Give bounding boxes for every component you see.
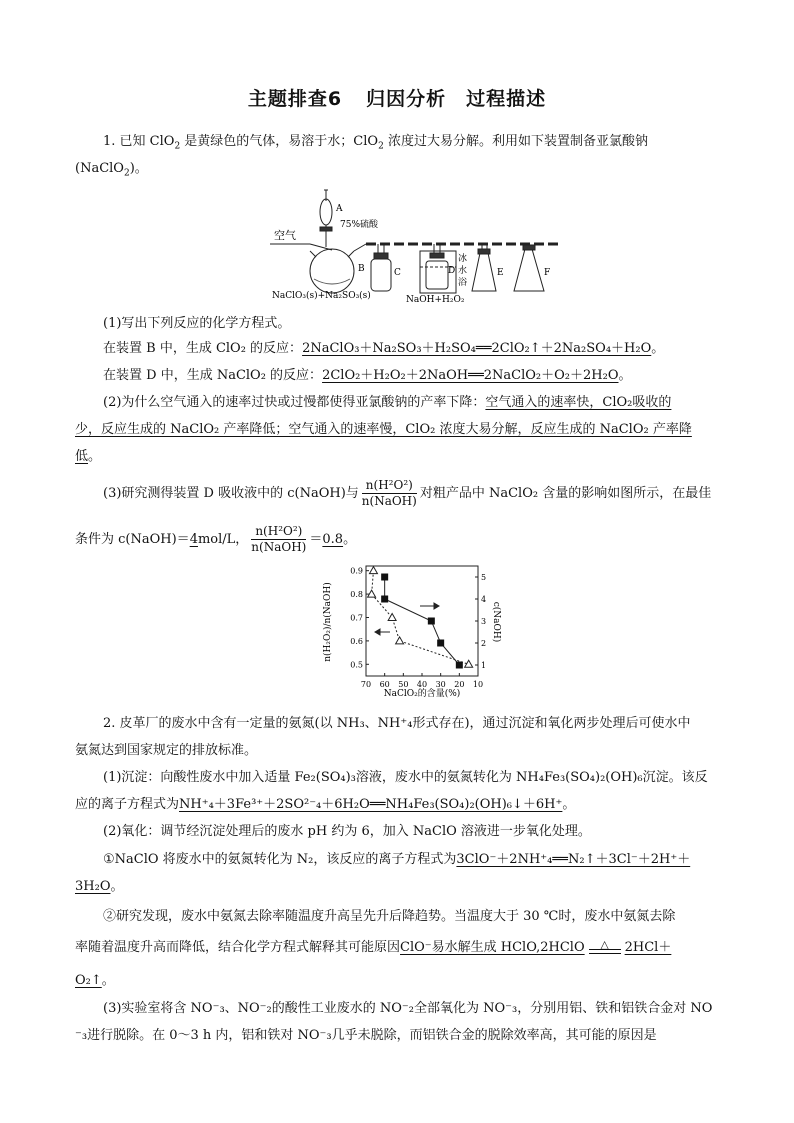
y2-tick-label: 3 xyxy=(481,617,487,626)
q2-line4 xyxy=(75,795,720,815)
x-tick-label: 50 xyxy=(398,680,409,689)
q1-p1b-answer: 2NaClO₃＋Na₂SO₃＋H₂SO₄══2ClO₂↑＋2Na₂SO₄＋H₂O xyxy=(302,341,652,356)
q2-line8: ②研究发现，废水中氨氮去除率随温度升高呈先升后降趋势。当温度大于 30 ℃时，废水中氨氮去除 xyxy=(103,909,676,924)
q2-l10-answer: O₂↑ xyxy=(75,973,102,988)
q2-line3: (1)沉淀：向酸性废水中加入适量 Fe₂(SO₄)₃溶液，废水中的氨氮转化为 NH₄Fe₃(SO₄)₂(OH)₆沉淀。该反 xyxy=(103,770,708,785)
q1-p1d-end: 。 xyxy=(618,368,632,383)
q2-l9-answer2: 2HCl＋ xyxy=(624,940,672,955)
q1-p3-e: ＝ xyxy=(309,532,323,547)
label-c: C xyxy=(394,268,401,278)
y2-tick-label: 1 xyxy=(481,661,487,670)
data-point-square xyxy=(437,640,444,647)
q1-p2-answer3: 低 xyxy=(75,449,89,464)
x-tick-label: 30 xyxy=(435,680,446,689)
q1-p3-answer1: 4 xyxy=(189,532,198,547)
ratio-fraction xyxy=(362,478,417,509)
y-tick-label: 0.6 xyxy=(350,636,363,646)
q1-p3-f: 。 xyxy=(343,532,357,547)
q2-line12: ⁻₃进行脱除。在 0～3 h 内，铝和铁对 NO⁻₃几乎未脱除，而铝铁合金的脱除效率高，其可能的原因是 xyxy=(75,1028,657,1043)
q1-intro-b: 是黄绿色的气体，易溶于水；ClO xyxy=(180,134,379,149)
q1-p1d-answer: 2ClO₂＋H₂O₂＋2NaOH══2NaClO₂＋O₂＋2H₂O xyxy=(322,368,619,383)
q1-p2-end: 。 xyxy=(88,449,102,464)
q1-p2-answer1: 空气通入的速率快，ClO₂吸收的 xyxy=(485,395,672,410)
q1-p3-a: (3)研究测得装置 D 吸收液中的 c(NaOH)与 xyxy=(103,486,359,501)
q2-l4-prefix: 应的离子方程式为 xyxy=(75,797,180,812)
y2-axis-label: c(NaOH) xyxy=(491,601,501,643)
y-tick-label: 0.7 xyxy=(350,613,363,623)
title-topic: 主题排查6 xyxy=(247,88,343,110)
label-a: A xyxy=(336,204,343,214)
q1-intro-c: 浓度过大易分解。利用如下装置制备亚氯酸钠 xyxy=(383,134,648,149)
frac-den: n(NaOH) xyxy=(361,494,417,508)
x-axis-label: NaClO₂的含量(%) xyxy=(383,689,461,699)
q2-line11: (3)实验室将含 NO⁻₃、NO⁻₂的酸性工业废水的 NO⁻₂全部氧化为 NO⁻₃，分别用铝、铁和铝铁合金对 NO xyxy=(103,1001,713,1016)
label-acid: 75%硫酸 xyxy=(340,220,379,230)
q2-line5: (2)氧化：调节经沉淀处理后的废水 pH 约为 6，加入 NaClO 溶液进一步氧化处理。 xyxy=(103,824,591,839)
q2-line6 xyxy=(103,850,748,870)
data-point-square xyxy=(381,574,388,581)
label-e: E xyxy=(497,268,504,278)
q1-p1: (1)写出下列反应的化学方程式。 xyxy=(103,316,291,331)
data-point-triangle xyxy=(396,637,404,644)
q2-l10-end: 。 xyxy=(101,973,115,988)
data-point-square xyxy=(428,618,435,625)
y-tick-label: 0.5 xyxy=(350,660,363,670)
arrow-right-head xyxy=(434,603,439,609)
q2-l4-end: 。 xyxy=(562,797,576,812)
label-air: 空气 xyxy=(274,229,296,242)
y-tick-label: 0.8 xyxy=(350,590,363,600)
label-f: F xyxy=(544,268,551,278)
plot-frame xyxy=(366,566,478,676)
q2-line1: 2. 皮革厂的废水中含有一定量的氨氮(以 NH₃、NH⁺₄形式存在)，通过沉淀和氧化两步处理后可使水中 xyxy=(103,716,691,731)
x-tick-label: 10 xyxy=(472,680,484,689)
q1-p2-line3 xyxy=(75,447,720,467)
label-d: D xyxy=(448,266,456,276)
x-tick-label: 20 xyxy=(454,680,465,689)
q1-p1b-end: 。 xyxy=(651,341,665,356)
q1-intro-a: 1. 已知 ClO xyxy=(103,134,175,149)
x-tick-label: 60 xyxy=(379,680,390,689)
apparatus-diagram xyxy=(270,187,560,305)
x-tick-label: 70 xyxy=(360,680,372,689)
x-tick-label: 40 xyxy=(416,680,428,689)
q2-l7-answer: 3H₂O xyxy=(75,879,111,894)
q1-p2-prefix: (2)为什么空气通入的速率过快或过慢都使得亚氯酸钠的产率下降： xyxy=(103,395,486,410)
y2-tick-label: 4 xyxy=(481,595,487,604)
q1-p1d xyxy=(103,366,748,386)
label-b: B xyxy=(358,264,365,274)
q2-l6-answer: 3ClO⁻＋2NH⁺₄══N₂↑＋3Cl⁻＋2H⁺＋ xyxy=(456,852,691,867)
q1-p3-answer2: 0.8 xyxy=(322,532,344,547)
data-point-triangle xyxy=(388,613,396,620)
ratio-fraction-2 xyxy=(251,524,306,555)
heat-equation-sign: △ xyxy=(585,940,625,954)
data-point-square xyxy=(456,662,463,669)
q1-p3-c: 条件为 c(NaOH)＝ xyxy=(75,532,190,547)
q2-line9 xyxy=(75,938,720,958)
q1-intro-line1: 1. 已知 ClO$_2$ 是黄绿色的气体，易溶于水；ClO$_2$ 浓度过大易分解。利用如下装置制备亚氯酸钠 xyxy=(103,134,648,152)
arrow-left-head xyxy=(375,629,380,635)
data-point-square xyxy=(381,596,388,603)
data-point-triangle xyxy=(369,567,377,574)
q1-p3-d: mol/L， xyxy=(197,532,249,547)
label-flask: NaClO₃(s)+Na₂SO₃(s) xyxy=(272,291,371,301)
q1-intro-e: )。 xyxy=(129,161,148,176)
q1-p3-b: 对粗产品中 NaClO₂ 含量的影响如图所示，在最佳 xyxy=(419,486,712,501)
q2-line2: 氨氮达到国家规定的排放标准。 xyxy=(75,743,258,758)
frac-den-2: n(NaOH) xyxy=(251,540,307,554)
frac-num: n(H²O²) xyxy=(362,478,417,494)
label-ice-3: 浴 xyxy=(458,278,468,288)
q1-p2-answer2: 少，反应生成的 NaClO₂ 产率降低；空气通入的速率慢，ClO₂ 浓度大易分解，反应生成的 NaClO₂ 产率降 xyxy=(75,422,692,437)
series-line-2 xyxy=(385,577,460,665)
q2-line7 xyxy=(75,877,720,897)
q2-l9-prefix: 率随着温度升高而降低，结合化学方程式解释其可能原因 xyxy=(75,940,401,955)
q2-l7-end: 。 xyxy=(110,879,124,894)
q2-line10 xyxy=(75,971,720,991)
q1-intro-d: (NaClO xyxy=(75,161,124,176)
q2-l9-answer: ClO⁻易水解生成 HClO,2HClO xyxy=(400,940,585,955)
label-ice-1: 冰 xyxy=(458,254,468,264)
y-tick-label: 0.9 xyxy=(350,566,363,576)
q1-p2-line2 xyxy=(75,420,720,440)
page-title xyxy=(0,84,794,111)
q1-p3 xyxy=(103,478,748,509)
title-subject: 归因分析 过程描述 xyxy=(366,88,547,110)
y2-tick-label: 2 xyxy=(481,639,487,648)
q2-l4-answer: NH⁺₄＋3Fe³⁺＋2SO²⁻₄＋6H₂O══NH₄Fe₃(SO₄)₂(OH)₆↓＋6H⁺ xyxy=(179,797,563,812)
series-line-1 xyxy=(372,571,469,665)
q1-p1b-prefix: 在装置 B 中，生成 ClO₂ 的反应： xyxy=(103,341,303,356)
label-naoh: NaOH+H₂O₂ xyxy=(406,295,465,305)
q1-p1d-prefix: 在装置 D 中，生成 NaClO₂ 的反应： xyxy=(103,368,323,383)
q1-p3-line2 xyxy=(75,524,720,555)
y-axis-label: n(H₂O₂)/n(NaOH) xyxy=(323,582,333,662)
q1-p2 xyxy=(103,393,748,413)
q2-l6-prefix: ①NaClO 将废水中的氨氮转化为 N₂，该反应的离子方程式为 xyxy=(103,852,457,867)
frac-num-2: n(H²O²) xyxy=(251,524,306,540)
q1-p1b xyxy=(103,339,748,359)
y2-tick-label: 5 xyxy=(481,573,487,582)
q1-intro-line2: (NaClO$_2$)。 xyxy=(75,161,148,179)
data-point-triangle xyxy=(368,590,376,597)
nacio2-chart xyxy=(318,562,501,700)
label-ice-2: 水 xyxy=(458,266,468,276)
